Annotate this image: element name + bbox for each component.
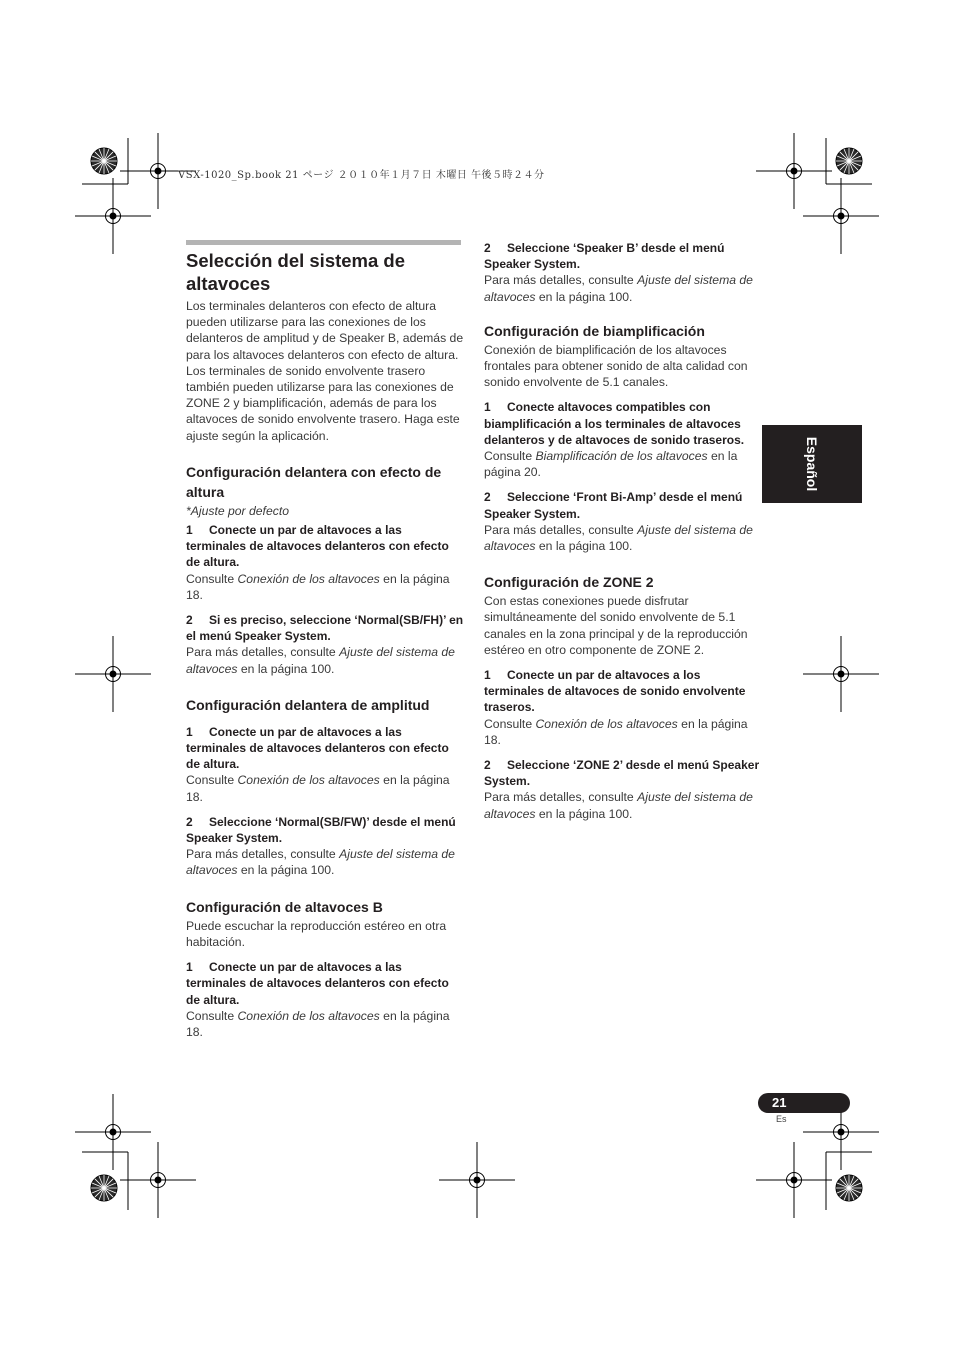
step-2-detail: Para más detalles, consulte Ajuste del sistema de altavoces en la página 100. — [186, 847, 455, 878]
heading-zone2: Configuración de ZONE 2 — [484, 574, 654, 591]
heading-speakers-b: Configuración de altavoces B — [186, 898, 383, 915]
step-1-detail: Consulte Conexión de los altavoces en la página 18. — [484, 716, 748, 747]
step-1-detail: Consulte Conexión de los altavoces en la página 18. — [186, 1008, 450, 1039]
step-1-detail: Consulte Conexión de los altavoces en la página 18. — [186, 571, 450, 602]
step-1: 1 Conecte un par de altavoces a las terminales de altavoces delanteros con efecto de altura. — [186, 960, 449, 1007]
print-slug-header: VSX-1020_Sp.book 21 ページ ２０１０年１月７日 木曜日 午後５時２４分 — [178, 170, 545, 181]
step-2: 2 Si es preciso, seleccione ‘Normal(SB/FH)’ en el menú Speaker System. — [186, 613, 464, 644]
title-rule — [186, 240, 461, 245]
heading-front-height: Configuración delantera con efecto de altura — [186, 463, 442, 500]
step-2: 2 Seleccione ‘Normal(SB/FW)’ desde el menú Speaker System. — [186, 814, 456, 846]
intro-paragraph: Los terminales delanteros con efecto de altura pueden utilizarse para las conexiones de los delanteros de amplitud y de Speaker B, además de para los altavoces delanteros con efecto de altura. Los terminales de sonido envolvente trasero también pueden utilizarse para las conexiones de ZONE 2 y biamplificación, además de para los altavoces de sonido envolvente trasero. Haga este ajuste según la aplicación. — [186, 299, 464, 443]
zone2-body: Con estas conexiones puede disfrutar simultáneamente del sonido envolvente de 5.1 canales en la zona principal y de la reproducción estéreo en otro componente de ZONE 2. — [484, 594, 748, 657]
step-2: 2 Seleccione ‘Front Bi-Amp’ desde el menú Speaker System. — [484, 490, 743, 521]
heading-front-wide: Configuración delantera de amplitud — [186, 696, 430, 713]
language-tab-label: Español — [804, 436, 820, 492]
language-tab — [762, 425, 862, 503]
step-1: 1 Conecte un par de altavoces a las terminales de altavoces delanteros con efecto de altura. — [186, 724, 449, 772]
step-2-detail: Para más detalles, consulte Ajuste del sistema de altavoces en la página 100. — [484, 790, 753, 821]
page-language-code: Es — [776, 1114, 787, 1124]
step-2: 2 Seleccione ‘ZONE 2’ desde el menú Speaker System. — [484, 758, 760, 789]
step-2-detail: Para más detalles, consulte Ajuste del sistema de altavoces en la página 100. — [484, 273, 753, 304]
page-number-badge — [758, 1093, 850, 1113]
default-note: *Ajuste por defecto — [186, 503, 289, 518]
step-1: 1 Conecte un par de altavoces a las terminales de altavoces delanteros con efecto de altura. — [186, 523, 449, 570]
heading-bi-amp: Configuración de biamplificación — [484, 322, 705, 339]
step-1: 1 Conecte un par de altavoces a los terminales de altavoces de sonido envolvente traseros. — [484, 668, 746, 715]
page-title: Selección del sistema de altavoces — [186, 250, 406, 294]
step-2: 2 Seleccione ‘Speaker B’ desde el menú Speaker System. — [484, 241, 725, 272]
left-column — [186, 240, 464, 1040]
step-1: 1 Conecte altavoces compatibles con biamplificación a los terminales de altavoces delanteros y de altavoces de sonido traseros. — [484, 400, 745, 447]
bi-amp-body: Conexión de biamplificación de los altavoces frontales para obtener sonido de alta calidad con sonido envolvente de 5.1 canales. — [484, 342, 748, 390]
step-2-detail: Para más detalles, consulte Ajuste del sistema de altavoces en la página 100. — [186, 645, 455, 676]
step-1-detail: Consulte Biamplificación de los altavoces en la página 20. — [484, 449, 738, 480]
page-number: 21 — [772, 1095, 787, 1110]
step-2-detail: Para más detalles, consulte Ajuste del sistema de altavoces en la página 100. — [484, 522, 753, 554]
speakers-b-body: Puede escuchar la reproducción estéreo en otra habitación. — [186, 918, 447, 949]
step-1-detail: Consulte Conexión de los altavoces en la página 18. — [186, 773, 450, 804]
right-column — [484, 240, 760, 822]
